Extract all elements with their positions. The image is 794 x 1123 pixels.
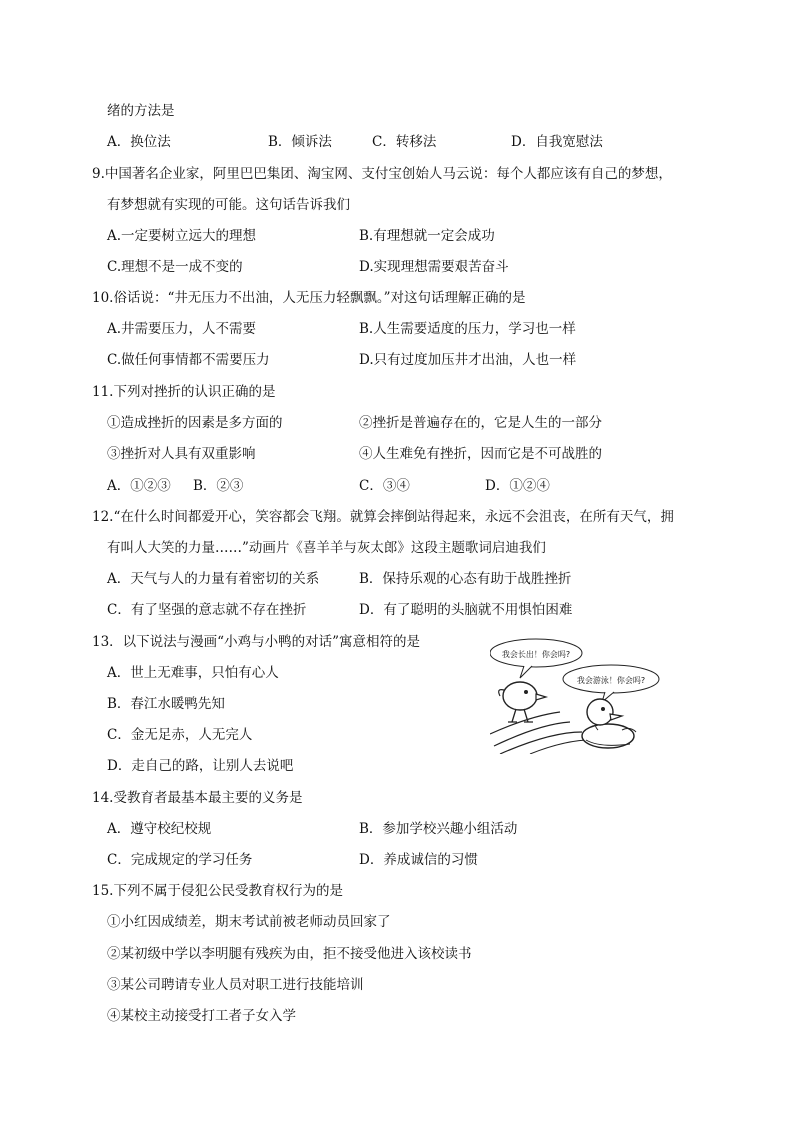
bubble-chick-text: 我会长出！你会吗? — [501, 650, 571, 659]
duck-figure — [582, 699, 636, 748]
q9-option-b: B.有理想就一定会成功 — [359, 228, 495, 244]
q11-option-b: B．②③ — [193, 478, 244, 494]
q10-option-b: B.人生需要适度的压力，学习也一样 — [359, 321, 576, 337]
question-12-stem: 12.“在什么时间都爱开心，笑容都会飞翔。就算会摔倒站得起来，永远不会沮丧，在所有天气，拥 — [92, 509, 674, 525]
question-9-stem: 9.中国著名企业家，阿里巴巴集团、淘宝网、支付宝创始人马云说：每个人都应该有自己的梦想， — [92, 166, 672, 182]
question-12-stem-line-2: 有叫人大笑的力量……”动画片《喜羊羊与灰太郎》这段主题歌词启迪我们 — [107, 540, 546, 556]
q13-option-d: D．走自己的路，让别人去说吧 — [107, 758, 294, 774]
q14-option-c: C．完成规定的学习任务 — [107, 852, 253, 868]
q15-statement-3: ③某公司聘请专业人员对职工进行技能培训 — [107, 977, 364, 993]
question-9-stem-line-2: 有梦想就有实现的可能。这句话告诉我们 — [107, 197, 350, 213]
q12-option-b: B．保持乐观的心态有助于战胜挫折 — [359, 571, 572, 587]
bubble-duck-text: 我会游泳！你会吗? — [576, 676, 646, 685]
q9-option-a: A.一定要树立远大的理想 — [107, 228, 257, 244]
q11-option-d: D．①②④ — [485, 478, 550, 494]
q13-option-b: B．春江水暖鸭先知 — [107, 696, 225, 712]
q15-statement-4: ④某校主动接受打工者子女入学 — [107, 1008, 296, 1024]
q10-option-c: C.做任何事情都不需要压力 — [107, 352, 270, 368]
q12-option-d: D．有了聪明的头脑就不用惧怕困难 — [359, 602, 573, 618]
q15-statement-2: ②某初级中学以李明腿有残疾为由，拒不接受他进入该校读书 — [107, 946, 472, 962]
q8-option-c: C．转移法 — [372, 134, 437, 150]
q12-option-c: C．有了坚强的意志就不存在挫折 — [107, 602, 307, 618]
q10-option-a: A.井需要压力，人不需要 — [107, 321, 257, 337]
q8-option-a: A．换位法 — [107, 134, 171, 150]
question-8-stem-continuation: 绪的方法是 — [107, 103, 175, 119]
q11-option-a: A．①②③ — [107, 478, 171, 494]
q14-option-a: A．遵守校纪校规 — [107, 821, 212, 837]
q11-statement-2: ②挫折是普遍存在的，它是人生的一部分 — [359, 415, 602, 431]
q8-option-b: B．倾诉法 — [268, 134, 332, 150]
q11-option-c: C．③④ — [359, 478, 410, 494]
question-11-stem: 11.下列对挫折的认识正确的是 — [92, 384, 276, 400]
question-13-stem: 13．以下说法与漫画“小鸡与小鸭的对话”寓意相符的是 — [92, 634, 420, 650]
q15-statement-1: ①小红因成绩差，期末考试前被老师动员回家了 — [107, 914, 391, 930]
q14-option-d: D．养成诚信的习惯 — [359, 852, 478, 868]
q14-option-b: B．参加学校兴趣小组活动 — [359, 821, 518, 837]
q13-option-c: C．金无足赤，人无完人 — [107, 727, 253, 743]
question-10-stem: 10.俗话说：“井无压力不出油，人无压力轻飘飘。”对这句话理解正确的是 — [92, 290, 526, 306]
q12-option-a: A．天气与人的力量有着密切的关系 — [107, 571, 320, 587]
q11-statement-3: ③挫折对人具有双重影响 — [107, 446, 256, 462]
q8-option-d: D．自我宽慰法 — [511, 134, 603, 150]
q11-statement-4: ④人生难免有挫折，因而它是不可战胜的 — [359, 446, 602, 462]
q11-statement-1: ①造成挫折的因素是多方面的 — [107, 415, 283, 431]
chick-duck-cartoon — [490, 636, 660, 754]
q10-option-d: D.只有过度加压井才出油，人也一样 — [359, 352, 577, 368]
q13-option-a: A．世上无难事，只怕有心人 — [107, 665, 279, 681]
question-15-stem: 15.下列不属于侵犯公民受教育权行为的是 — [92, 883, 343, 899]
q9-option-d: D.实现理想需要艰苦奋斗 — [359, 259, 509, 275]
question-14-stem: 14.受教育者最基本最主要的义务是 — [92, 790, 303, 806]
q9-option-c: C.理想不是一成不变的 — [107, 259, 243, 275]
